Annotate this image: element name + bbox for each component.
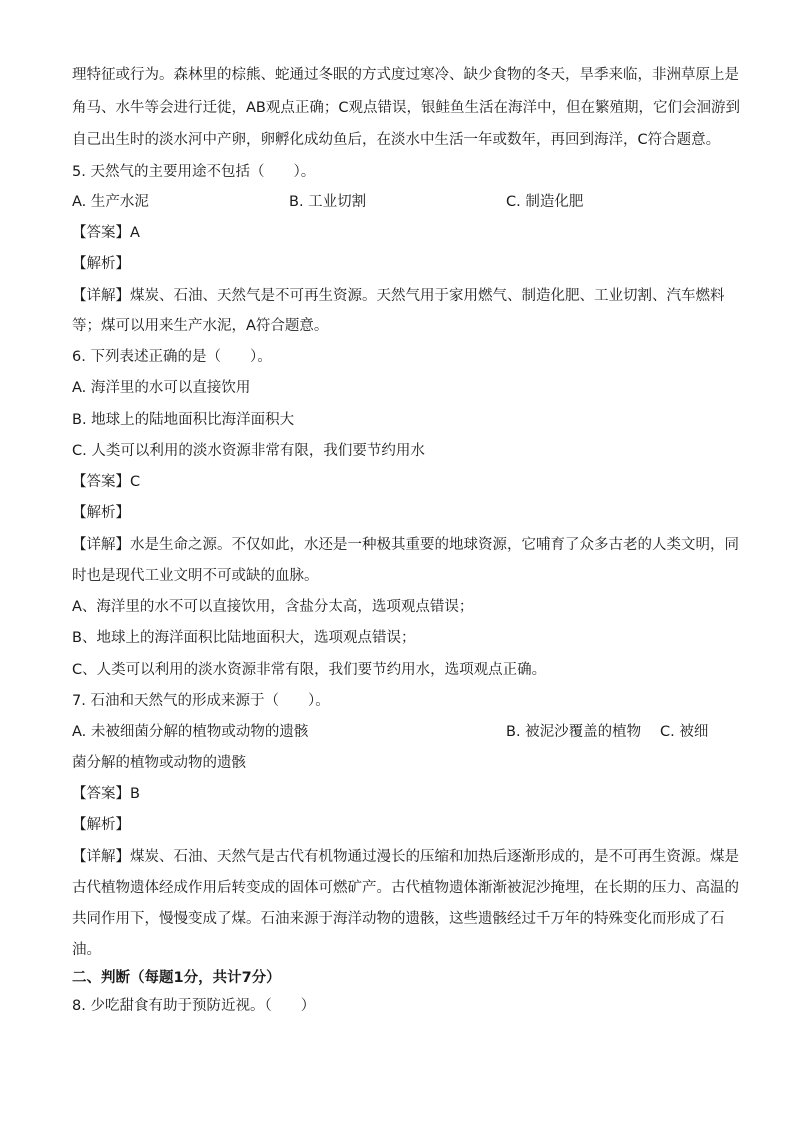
question-7-option-a: A. 未被细菌分解的植物或动物的遗骸 — [72, 724, 309, 740]
question-7-detail-line: 古代植物遗体经成作用后转变成的固体可燃矿产。古代植物遗体渐渐被泥沙掩埋，在长期的压力、高温的 — [72, 880, 739, 896]
continuation-line: 角马、水牛等会进行迁徙，AB观点正确；C观点错误，银鲑鱼生活在海洋中，但在繁殖期，它们会洄游到 — [72, 100, 740, 116]
continuation-line: 自己出生时的淡水河中产卵，卵孵化成幼鱼后，在淡水中生活一年或数年，再回到海洋，C符合题意。 — [72, 132, 721, 148]
question-7-analysis-label: 【解析】 — [72, 817, 130, 833]
question-6-analysis-label: 【解析】 — [72, 505, 130, 521]
question-5-option-a: A. 生产水泥 — [72, 194, 149, 210]
question-7-detail-line: 【详解】煤炭、石油、天然气是古代有机物通过漫长的压缩和加热后逐渐形成的，是不可再生资源。煤是 — [72, 849, 739, 865]
question-8-stem: 8. 少吃甜食有助于预防近视。（ ） — [72, 998, 316, 1014]
question-6-answer: 【答案】C — [72, 474, 141, 490]
question-7-option-c-continued: 菌分解的植物或动物的遗骸 — [72, 755, 246, 771]
question-5-analysis-label: 【解析】 — [72, 256, 130, 272]
question-5-answer: 【答案】A — [72, 225, 140, 241]
question-7-detail-line: 共同作用下，慢慢变成了煤。石油来源于海洋动物的遗骸，这些遗骸经过千万年的特殊变化而形成了石 — [72, 911, 725, 927]
question-5-stem: 5. 天然气的主要用途不包括（ ）。 — [72, 164, 316, 180]
question-6-detail-line: B、地球上的海洋面积比陆地面积大，选项观点错误； — [72, 630, 416, 646]
question-5-option-b: B. 工业切割 — [289, 194, 367, 210]
question-6-stem: 6. 下列表述正确的是（ ）。 — [72, 349, 272, 365]
question-7-stem: 7. 石油和天然气的形成来源于（ ）。 — [72, 693, 330, 709]
question-6-option-a: A. 海洋里的水可以直接饮用 — [72, 380, 251, 396]
question-7-answer: 【答案】B — [72, 786, 140, 802]
question-5-detail-line: 等；煤可以用来生产水泥，A符合题意。 — [72, 318, 329, 334]
question-5-option-c: C. 制造化肥 — [506, 194, 584, 210]
question-6-option-b: B. 地球上的陆地面积比海洋面积大 — [72, 412, 295, 428]
question-6-detail-line: 时也是现代工业文明不可或缺的血脉。 — [72, 568, 319, 584]
question-6-option-c: C. 人类可以利用的淡水资源非常有限，我们要节约用水 — [72, 443, 425, 459]
question-7-option-b: B. 被泥沙覆盖的植物 — [506, 724, 642, 740]
question-5-detail-line: 【详解】煤炭、石油、天然气是不可再生资源。天然气用于家用燃气、制造化肥、工业切割、汽车燃料 — [72, 288, 725, 304]
continuation-line: 理特征或行为。森林里的棕熊、蛇通过冬眠的方式度过寒冷、缺少食物的冬天，旱季来临，非洲草原上是 — [72, 67, 739, 83]
question-6-detail-line: 【详解】水是生命之源。不仅如此，水还是一种极其重要的地球资源，它哺育了众多古老的人类文明，同 — [72, 537, 739, 553]
question-7-detail-line: 油。 — [72, 942, 101, 958]
question-6-detail-line: A、海洋里的水不可以直接饮用，含盐分太高，选项观点错误； — [72, 599, 474, 615]
question-7-option-c: C. 被细 — [660, 724, 709, 740]
question-6-detail-line: C、人类可以利用的淡水资源非常有限，我们要节约用水，选项观点正确。 — [72, 662, 547, 678]
section-heading: 二、判断（每题1分，共计7分） — [72, 970, 281, 986]
